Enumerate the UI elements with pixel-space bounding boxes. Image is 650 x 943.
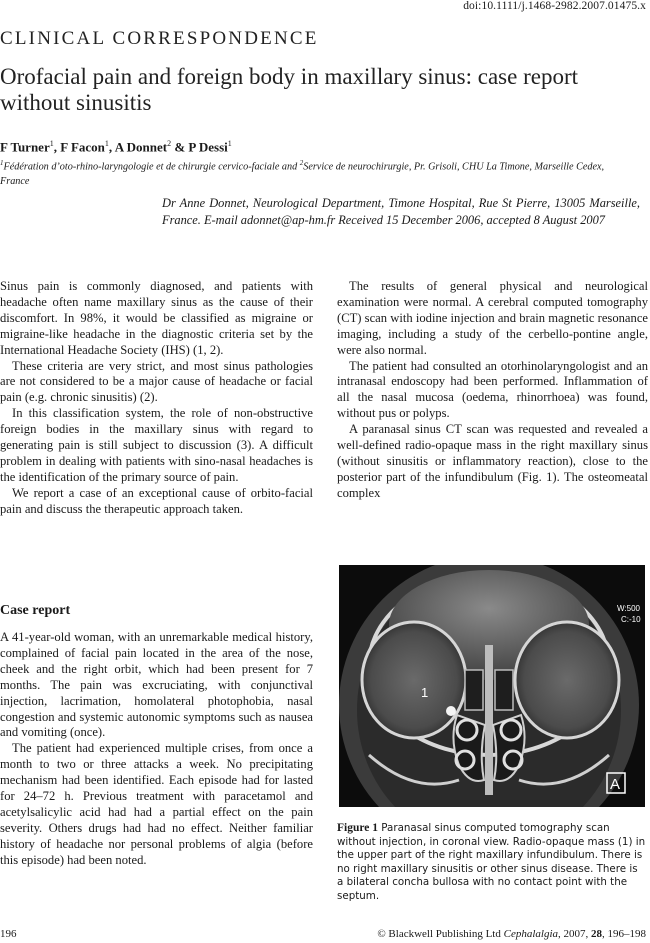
scan-info: C:-10 [621,615,641,624]
author-affiliation-mark: 1 [104,139,109,148]
page-number: 196 [0,928,17,940]
orientation-marker: A [610,776,621,793]
paragraph: These criteria are very strict, and most sinus pathologies are not considered to be a major cause of headache or facial pain (e.g. chronic sinusitis) (2). [0,358,313,405]
affiliation-mark: 1 [0,159,4,167]
paragraph: A 41-year-old woman, with an unremarkable medical history, complained of facial pain located in the area of the nose, cheek and the right orbit, which had been present for 7 months. The pain was excruciating, with conjunctival injection, lacrimation, homolateral photophobia, nasal congestion and systemic autonomic symptoms such as nausea and vomiting (once). [0,630,313,740]
right-column [337,279,648,502]
paragraph: In this classification system, the role of non-obstructive foreign bodies in the maxillary sinus with regard to generating pain is still subject to discussion (3). A difficult problem in dealing with patients with sino-nasal headaches is the identification of the primary source of pain. [0,406,313,484]
doi-text: doi:10.1111/j.1468-2982.2007.01475.x [463,0,646,12]
paragraph: Sinus pain is commonly diagnosed, and patients with headache often name maxillary sinus as the cause of their discomfort. In 98%, it would be classified as migraine or migraine-like headache in the diagnostic criteria set by the International Headache Society (IHS) (1, 2). [0,279,313,357]
citation-footer [377,928,646,940]
mass-label: 1 [421,685,429,700]
paragraph: The patient had consulted an otorhinolaryngologist and an intranasal endoscopy had been performed. Inflammation of all the nasal mucosa (oedema, rhinorrhoea) was found, without pus or polyps. [337,358,648,421]
case-report-heading: Case report [0,603,71,618]
author-affiliation-mark: 2 [167,139,172,148]
affiliation [0,156,630,189]
ct-scan-image [339,565,645,807]
volume-number: 28 [591,928,602,940]
year-text: , 2007, [558,928,591,940]
author-name: F Turner [0,139,50,155]
author-affiliation-mark: 1 [227,139,232,148]
paragraph: A paranasal sinus CT scan was requested and revealed a well-defined radio-opaque mass in the right maxillary sinus (without sinusitis or inflammatory reaction), close to the posterior part of the infundibulum (Fig. 1). The osteomeatal complex [337,422,648,500]
author-separator: , [53,139,61,155]
scan-info: W:500 [617,604,640,613]
author-name: P Dessi [188,139,228,155]
ct-scan-figure [339,565,645,807]
copyright-text: © Blackwell Publishing Ltd [377,928,504,940]
journal-name: Cephalalgia [503,928,558,940]
author-list [0,139,232,155]
section-label: CLINICAL CORRESPONDENCE [0,28,319,49]
author-separator: & [171,139,189,155]
pages-text: , 196–198 [602,928,646,940]
correspondence-block: Dr Anne Donnet, Neurological Department, Timone Hospital, Rue St Pierre, 13005 Marseille, France. E-mail adonnet@ap-hm.fr Received 15 December 2006, accepted 8 August 2007 [162,196,640,227]
paragraph: The results of general physical and neurological examination were normal. A cerebral computed tomography (CT) scan with iodine injection and brain magnetic resonance imaging, including a study of the cerbello-pontine angle, were also normal. [337,279,648,357]
affiliation-mark: 2 [299,159,304,167]
figure-caption [337,822,647,904]
author-name: A Donnet [114,139,168,155]
case-report-column [0,630,313,869]
paragraph: The patient had experienced multiple crises, from once a month to two or three attacks a week. No precipitating mechanism had been identified. Each episode had for lasted for 24–72 h. Previous treatment with paracetamol and acetylsalicylic acid had had a partial effect on the pain severity. Others drugs had had no effect. Neither familiar history of headache nor personal problems of algia (before this episode) had been noted. [0,741,313,867]
intro-column [0,279,313,518]
affiliation-text: Fédération d’oto-rhino-laryngologie et de chirurgie cervico-faciale and [3,161,300,173]
figure-caption-text: Paranasal sinus computed tomography scan without injection, in coronal view. Radio-opaque mass (1) in the upper part of the right maxillary infundibulum. There is no right maxillary sinusitis or other sinus disease. There is a bilateral concha bullosa with no contact point with the septum. [337,822,646,902]
affiliation-text: Service de neurochirurgie, Pr. Grisoli, CHU La Timone, Marseille Cedex, France [0,161,605,188]
figure-label: Figure 1 [337,822,378,834]
author-separator: , [108,139,115,155]
paragraph: We report a case of an exceptional cause of orbito-facial pain and discuss the therapeutic approach taken. [0,485,313,516]
author-name: F Facon [60,139,105,155]
article-title: Orofacial pain and foreign body in maxillary sinus: case report without sinusitis [0,64,579,115]
author-affiliation-mark: 1 [49,139,54,148]
